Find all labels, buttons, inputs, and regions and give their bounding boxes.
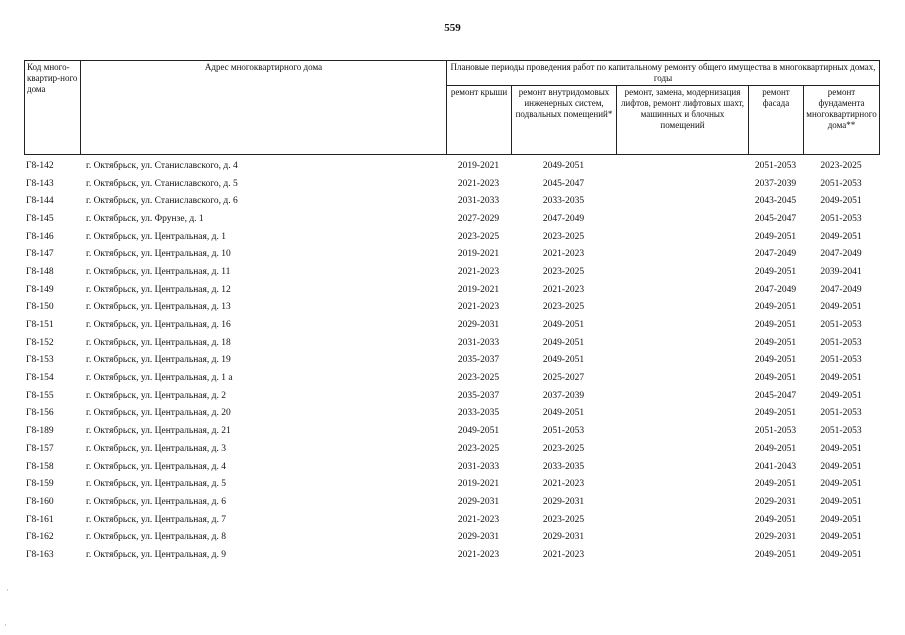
cell-roof: 2031-2033 <box>457 196 500 207</box>
cell-lift <box>616 352 748 370</box>
cell-address: г. Октябрьск, ул. Фрунзе, д. 1 <box>86 213 204 224</box>
cell-eng: 2025-2027 <box>542 373 585 384</box>
cell-roof: 2029-2031 <box>457 532 500 543</box>
cell-eng: 2049-2051 <box>542 337 585 348</box>
table-header <box>24 60 880 155</box>
cell-lift <box>616 405 748 423</box>
cell-roof: 2049-2051 <box>457 426 500 437</box>
table-row <box>24 334 879 352</box>
cell-lift <box>616 369 748 387</box>
cell-code: Г8-144 <box>26 196 54 207</box>
table-row <box>24 228 879 246</box>
cell-facade: 2049-2051 <box>754 549 797 560</box>
cell-roof: 2019-2021 <box>457 479 500 490</box>
cell-found: 2047-2049 <box>820 284 862 295</box>
cell-facade: 2049-2051 <box>754 479 797 490</box>
cell-code: Г8-161 <box>26 514 54 525</box>
cell-address: г. Октябрьск, ул. Центральная, д. 12 <box>86 284 231 295</box>
cell-lift <box>616 493 748 511</box>
table-row <box>24 157 879 175</box>
cell-lift <box>616 316 748 334</box>
cell-facade: 2029-2031 <box>754 532 797 543</box>
cell-code: Г8-151 <box>26 320 54 331</box>
cell-facade: 2045-2047 <box>754 213 797 224</box>
cell-found: 2039-2041 <box>820 266 862 277</box>
table-row <box>24 299 879 317</box>
cell-lift <box>616 511 748 529</box>
cell-code: Г8-147 <box>26 249 54 260</box>
cell-lift <box>616 299 748 317</box>
header-code: Код много-квартир-ного дома <box>25 61 81 155</box>
table-row <box>24 387 879 405</box>
cell-eng: 2029-2031 <box>542 496 585 507</box>
cell-address: г. Октябрьск, ул. Центральная, д. 9 <box>86 549 226 560</box>
header-address: Адрес многоквартирного дома <box>81 61 447 155</box>
cell-lift <box>616 228 748 246</box>
cell-facade: 2047-2049 <box>754 249 797 260</box>
cell-address: г. Октябрьск, ул. Центральная, д. 7 <box>86 514 226 525</box>
cell-address: г. Октябрьск, ул. Центральная, д. 3 <box>86 443 226 454</box>
cell-eng: 2023-2025 <box>542 266 585 277</box>
cell-found: 2051-2053 <box>820 178 862 189</box>
cell-found: 2049-2051 <box>820 461 862 472</box>
cell-lift <box>616 458 748 476</box>
cell-code: Г8-145 <box>26 213 54 224</box>
cell-found: 2047-2049 <box>820 249 862 260</box>
cell-lift <box>616 245 748 263</box>
cell-facade: 2049-2051 <box>754 302 797 313</box>
cell-found: 2051-2053 <box>820 408 862 419</box>
cell-eng: 2029-2031 <box>542 532 585 543</box>
table-row <box>24 352 879 370</box>
cell-address: г. Октябрьск, ул. Центральная, д. 13 <box>86 302 231 313</box>
header-periods: Плановые периоды проведения работ по капитальному ремонту общего имущества в многоквартирных домах, годы <box>447 61 880 86</box>
table-row <box>24 440 879 458</box>
cell-facade: 2049-2051 <box>754 320 797 331</box>
cell-code: Г8-156 <box>26 408 54 419</box>
cell-facade: 2043-2045 <box>754 196 797 207</box>
cell-eng: 2049-2051 <box>542 355 585 366</box>
cell-roof: 2021-2023 <box>457 302 500 313</box>
header-engineering: ремонт внутридомовых инженерных систем, подвальных помещений* <box>512 86 617 155</box>
cell-address: г. Октябрьск, ул. Станиславского, д. 5 <box>86 178 238 189</box>
cell-roof: 2023-2025 <box>457 443 500 454</box>
cell-facade: 2051-2053 <box>754 160 797 171</box>
table-row <box>24 369 879 387</box>
cell-found: 2023-2025 <box>820 160 862 171</box>
cell-roof: 2035-2037 <box>457 390 500 401</box>
cell-found: 2049-2051 <box>820 373 862 384</box>
cell-eng: 2023-2025 <box>542 231 585 242</box>
cell-address: г. Октябрьск, ул. Центральная, д. 19 <box>86 355 231 366</box>
cell-lift <box>616 281 748 299</box>
cell-roof: 2031-2033 <box>457 461 500 472</box>
cell-address: г. Октябрьск, ул. Центральная, д. 6 <box>86 496 226 507</box>
cell-eng: 2047-2049 <box>542 213 585 224</box>
cell-found: 2049-2051 <box>820 196 862 207</box>
table-body <box>24 157 879 564</box>
cell-code: Г8-159 <box>26 479 54 490</box>
cell-roof: 2021-2023 <box>457 266 500 277</box>
table-row <box>24 422 879 440</box>
cell-address: г. Октябрьск, ул. Центральная, д. 5 <box>86 479 226 490</box>
cell-code: Г8-148 <box>26 266 54 277</box>
cell-roof: 2019-2021 <box>457 249 500 260</box>
cell-address: г. Октябрьск, ул. Центральная, д. 2 <box>86 390 226 401</box>
table-row <box>24 475 879 493</box>
cell-lift <box>616 440 748 458</box>
table-row <box>24 493 879 511</box>
cell-found: 2049-2051 <box>820 302 862 313</box>
cell-address: г. Октябрьск, ул. Центральная, д. 11 <box>86 266 231 277</box>
cell-found: 2051-2053 <box>820 320 862 331</box>
cell-facade: 2045-2047 <box>754 390 797 401</box>
cell-found: 2049-2051 <box>820 514 862 525</box>
cell-found: 2049-2051 <box>820 390 862 401</box>
cell-roof: 2029-2031 <box>457 320 500 331</box>
cell-lift <box>616 475 748 493</box>
cell-eng: 2033-2035 <box>542 461 585 472</box>
cell-facade: 2049-2051 <box>754 443 797 454</box>
cell-address: г. Октябрьск, ул. Центральная, д. 4 <box>86 461 226 472</box>
cell-code: Г8-160 <box>26 496 54 507</box>
cell-address: г. Октябрьск, ул. Станиславского, д. 6 <box>86 196 238 207</box>
table-row <box>24 528 879 546</box>
cell-facade: 2049-2051 <box>754 337 797 348</box>
cell-lift <box>616 263 748 281</box>
cell-lift <box>616 175 748 193</box>
cell-facade: 2041-2043 <box>754 461 797 472</box>
cell-facade: 2029-2031 <box>754 496 797 507</box>
cell-eng: 2049-2051 <box>542 408 585 419</box>
cell-roof: 2033-2035 <box>457 408 500 419</box>
table-row <box>24 511 879 529</box>
cell-found: 2051-2053 <box>820 213 862 224</box>
header-elevators: ремонт, замена, модернизация лифтов, ремонт лифтовых шахт, машинных и блочных помещений <box>617 86 749 155</box>
cell-facade: 2037-2039 <box>754 178 797 189</box>
cell-lift <box>616 422 748 440</box>
cell-lift <box>616 192 748 210</box>
cell-code: Г8-146 <box>26 231 54 242</box>
cell-facade: 2049-2051 <box>754 231 797 242</box>
cell-facade: 2049-2051 <box>754 514 797 525</box>
cell-address: г. Октябрьск, ул. Центральная, д. 21 <box>86 426 231 437</box>
cell-found: 2049-2051 <box>820 231 862 242</box>
table-row <box>24 405 879 423</box>
cell-found: 2049-2051 <box>820 496 862 507</box>
table-row <box>24 245 879 263</box>
cell-code: Г8-149 <box>26 284 54 295</box>
cell-lift <box>616 546 748 564</box>
cell-code: Г8-162 <box>26 532 54 543</box>
cell-found: 2051-2053 <box>820 426 862 437</box>
cell-lift <box>616 157 748 175</box>
cell-code: Г8-150 <box>26 302 54 313</box>
cell-eng: 2021-2023 <box>542 284 585 295</box>
cell-eng: 2049-2051 <box>542 320 585 331</box>
cell-facade: 2049-2051 <box>754 266 797 277</box>
cell-code: Г8-153 <box>26 355 54 366</box>
table-row <box>24 546 879 564</box>
page-number: 559 <box>444 22 461 34</box>
cell-code: Г8-142 <box>26 160 54 171</box>
scan-mark: · <box>4 620 7 630</box>
cell-found: 2049-2051 <box>820 532 862 543</box>
table-row <box>24 281 879 299</box>
cell-code: Г8-154 <box>26 373 54 384</box>
table-row <box>24 175 879 193</box>
cell-facade: 2049-2051 <box>754 408 797 419</box>
cell-roof: 2035-2037 <box>457 355 500 366</box>
cell-eng: 2049-2051 <box>542 160 585 171</box>
header-roof: ремонт крыши <box>447 86 512 155</box>
cell-eng: 2023-2025 <box>542 443 585 454</box>
cell-address: г. Октябрьск, ул. Центральная, д. 1 а <box>86 373 233 384</box>
cell-roof: 2019-2021 <box>457 160 500 171</box>
cell-found: 2049-2051 <box>820 549 862 560</box>
cell-eng: 2021-2023 <box>542 249 585 260</box>
cell-found: 2051-2053 <box>820 355 862 366</box>
cell-code: Г8-152 <box>26 337 54 348</box>
scan-mark: · <box>6 585 9 595</box>
cell-roof: 2029-2031 <box>457 496 500 507</box>
cell-lift <box>616 387 748 405</box>
cell-eng: 2021-2023 <box>542 549 585 560</box>
cell-code: Г8-158 <box>26 461 54 472</box>
cell-found: 2049-2051 <box>820 443 862 454</box>
cell-lift <box>616 334 748 352</box>
cell-address: г. Октябрьск, ул. Центральная, д. 10 <box>86 249 231 260</box>
cell-eng: 2045-2047 <box>542 178 585 189</box>
cell-roof: 2031-2033 <box>457 337 500 348</box>
cell-eng: 2023-2025 <box>542 302 585 313</box>
cell-address: г. Октябрьск, ул. Центральная, д. 8 <box>86 532 226 543</box>
cell-facade: 2049-2051 <box>754 355 797 366</box>
cell-code: Г8-163 <box>26 549 54 560</box>
cell-code: Г8-155 <box>26 390 54 401</box>
header-foundation: ремонт фундамента многоквартирного дома** <box>804 86 880 155</box>
cell-address: г. Октябрьск, ул. Центральная, д. 16 <box>86 320 231 331</box>
header-facade: ремонт фасада <box>749 86 804 155</box>
cell-code: Г8-143 <box>26 178 54 189</box>
cell-address: г. Октябрьск, ул. Центральная, д. 20 <box>86 408 231 419</box>
table-row <box>24 263 879 281</box>
cell-eng: 2037-2039 <box>542 390 585 401</box>
cell-eng: 2021-2023 <box>542 479 585 490</box>
cell-eng: 2023-2025 <box>542 514 585 525</box>
table-row <box>24 210 879 228</box>
cell-address: г. Октябрьск, ул. Центральная, д. 18 <box>86 337 231 348</box>
cell-roof: 2021-2023 <box>457 178 500 189</box>
cell-found: 2051-2053 <box>820 337 862 348</box>
cell-roof: 2023-2025 <box>457 373 500 384</box>
cell-address: г. Октябрьск, ул. Станиславского, д. 4 <box>86 160 238 171</box>
cell-lift <box>616 210 748 228</box>
cell-roof: 2019-2021 <box>457 284 500 295</box>
cell-code: Г8-189 <box>26 426 54 437</box>
cell-facade: 2049-2051 <box>754 373 797 384</box>
cell-roof: 2021-2023 <box>457 549 500 560</box>
cell-facade: 2051-2053 <box>754 426 797 437</box>
cell-roof: 2027-2029 <box>457 213 500 224</box>
table-row <box>24 192 879 210</box>
cell-eng: 2033-2035 <box>542 196 585 207</box>
cell-roof: 2023-2025 <box>457 231 500 242</box>
cell-roof: 2021-2023 <box>457 514 500 525</box>
cell-code: Г8-157 <box>26 443 54 454</box>
cell-eng: 2051-2053 <box>542 426 585 437</box>
cell-lift <box>616 528 748 546</box>
table-row <box>24 458 879 476</box>
cell-address: г. Октябрьск, ул. Центральная, д. 1 <box>86 231 226 242</box>
cell-found: 2049-2051 <box>820 479 862 490</box>
cell-facade: 2047-2049 <box>754 284 797 295</box>
table-row <box>24 316 879 334</box>
